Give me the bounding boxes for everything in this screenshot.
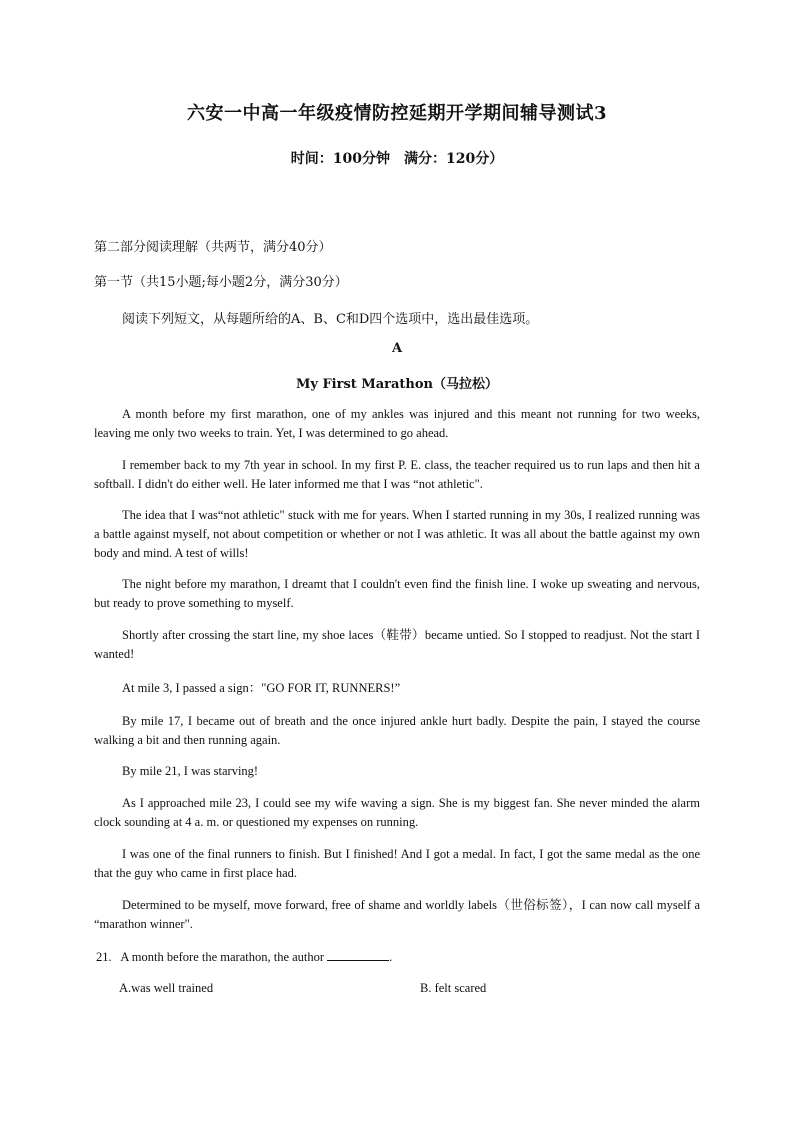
passage-title: My First Marathon（马拉松） xyxy=(295,377,498,392)
paragraph: The night before my marathon, I dreamt that I couldn't even find the finish line. I woke up sweating and nervous, but ready to prove something to myself. xyxy=(94,577,700,610)
answer-blank xyxy=(327,948,389,961)
paragraph: I was one of the final runners to finish. But I finished! And I got a medal. In fact, I got the same medal as the one that the guy who came in first place had. xyxy=(94,847,700,880)
exam-title: 六安一中高一年级疫情防控延期开学期间辅导测试3 xyxy=(186,103,608,124)
passage-letter: A xyxy=(391,341,403,356)
section-heading: 第一节（共15小题;每小题2分，满分30分） xyxy=(94,275,348,290)
paragraph: The idea that I was“not athletic" stuck with me for years. When I started running in my 30s, I realized running was a battle against myself, not about competition or whether or not I was athletic. It was all about the battle against my own body and mind. A test of wills! xyxy=(94,508,700,560)
paragraph: Shortly after crossing the start line, my shoe laces（鞋带）became untied. So I stopped to readjust. Not the start I wanted! xyxy=(94,628,700,661)
question-end: . xyxy=(389,950,393,964)
paragraph: As I approached mile 23, I could see my wife waving a sign. She is my biggest fan. She never minded the alarm clock sounding at 4 a. m. or questioned my expenses on running. xyxy=(94,796,700,829)
paragraph: At mile 3, I passed a sign："GO FOR IT, RUNNERS!” xyxy=(122,681,401,695)
question-stem: A month before the marathon, the author xyxy=(120,950,325,964)
question-21 xyxy=(96,948,392,965)
part-heading: 第二部分阅读理解（共两节，满分40分） xyxy=(94,240,332,255)
paragraph: By mile 17, I became out of breath and the once injured ankle hurt badly. Despite the pain, I stayed the course walking a bit and then running again. xyxy=(94,714,700,747)
paragraph: By mile 21, I was starving! xyxy=(122,764,259,778)
question-number: 21. xyxy=(96,950,112,964)
paragraph: Determined to be myself, move forward, free of shame and worldly labels（世俗标签），I can now call myself a “marathon winner". xyxy=(94,898,700,931)
option-a: A.was well trained xyxy=(119,981,214,995)
exam-subtitle: 时间：100分钟 满分：120分） xyxy=(290,151,504,167)
paragraph: I remember back to my 7th year in school. In my first P. E. class, the teacher required us to run laps and then hit a softball. I didn't do either well. He later informed me that I was “not athletic". xyxy=(94,458,700,491)
option-b: B. felt scared xyxy=(420,981,487,995)
instruction-text: 阅读下列短文，从每题所给的A、B、C和D四个选项中，选出最佳选项。 xyxy=(122,312,539,327)
paragraph: A month before my first marathon, one of my ankles was injured and this meant not running for two weeks, leaving me only two weeks to train. Yet, I was determined to go ahead. xyxy=(94,407,700,440)
